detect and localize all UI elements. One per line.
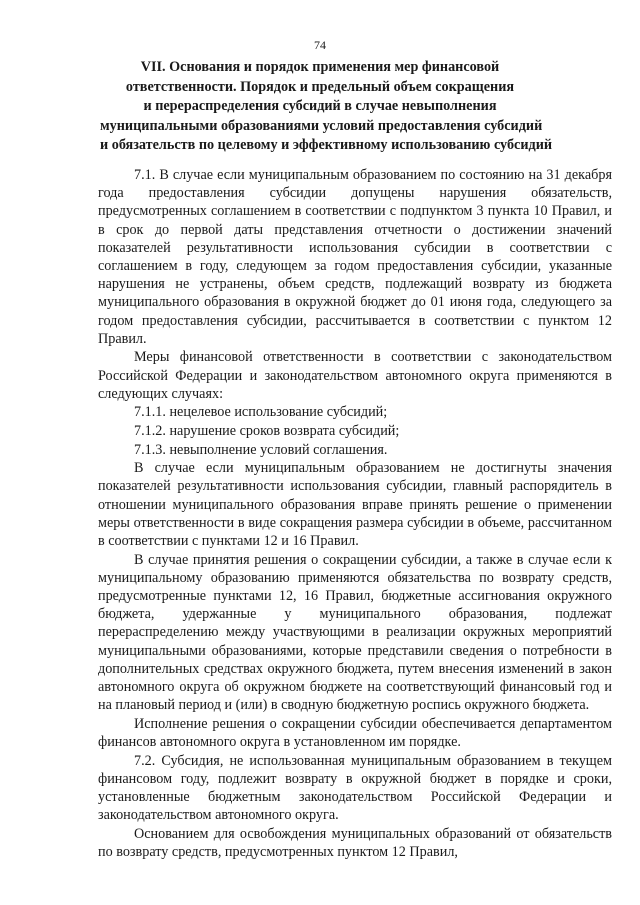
heading-line: и перераспределения субсидий в случае невыполнения [143,98,497,114]
heading-line: муниципальными образованиями условий предоставления субсидий [100,117,543,134]
list-item: 7.1.1. нецелевое использование субсидий; [134,404,388,421]
paragraph: Исполнение решения о сокращении субсидии обеспечивается департаментом финансов автономного округа в установленном им порядке. [98,715,612,751]
paragraph: Меры финансовой ответственности в соответствии с законодательством Российской Федерации и законодательством автономного округа применяются в следующих случаях: [98,349,612,402]
list-item: 7.1.2. нарушение сроков возврата субсидий; [134,423,400,440]
section-heading [100,58,553,156]
paragraph: В случае принятия решения о сокращении субсидии, а также в случае если к муниципальному образованию применяются обязательства по возврату средств, предусмотренные пунктами 12, 16 Правил, бюджетные ассигнования окружного бюджета, удержанные у муниципального образования, подлежат перераспределению между участвующими в реализации окружных мероприятий муниципальными образованиями, которые представили сведения о потребности в дополнительных средствах окружного бюджета, путем внесения изменений в закон автономного округа об окружном бюджете на соответствующий финансовый год и на плановый период и (или) в сводную бюджетную роспись окружного бюджета. [98,551,612,714]
heading-line: и обязательств по целевому и эффективному использованию субсидий [100,137,553,153]
paragraph: 7.1. В случае если муниципальным образованием по состоянию на 31 декабря года предоставления субсидии допущены нарушения обязательств, предусмотренных соглашением в соответствии с подпунктом 3 пункта 10 Правил, и в срок до первой даты представления отчетности о достижении значений показателей результативности использования субсидии в соответствии с соглашением в году, следующем за годом предоставления субсидии, указанные нарушения не устранены, объем средств, подлежащий возврату из бюджета муниципального образования в окружной бюджет до 01 июня года, следующего за годом предоставления субсидии, рассчитывается в соответствии с пунктом 12 Правил. [98,167,612,347]
heading-line: ответственности. Порядок и предельный объем сокращения [125,78,515,95]
paragraph: Основанием для освобождения муниципальных образований от обязательств по возврату средств, предусмотренных пунктом 12 Правил, [98,825,612,861]
heading-line: VII. Основания и порядок применения мер финансовой [140,59,500,75]
page-number: 74 [314,38,326,52]
paragraph: В случае если муниципальным образованием не достигнуты значения показателей результативности использования субсидии, главный распорядитель в отношении муниципального образования вправе принять решение о применении меры ответственности в виде сокращения размера субсидии в объеме, рассчитанном в соответствии с пунктами 12 и 16 Правил. [98,460,612,550]
list-item: 7.1.3. невыполнение условий соглашения. [134,441,388,458]
paragraph: 7.2. Субсидия, не использованная муниципальным образованием в текущем финансовом году, подлежит возврату в окружной бюджет в порядке и сроки, установленные бюджетным законодательством Российской Федерации и законодательством автономного округа. [98,752,612,824]
document-body [98,166,612,862]
